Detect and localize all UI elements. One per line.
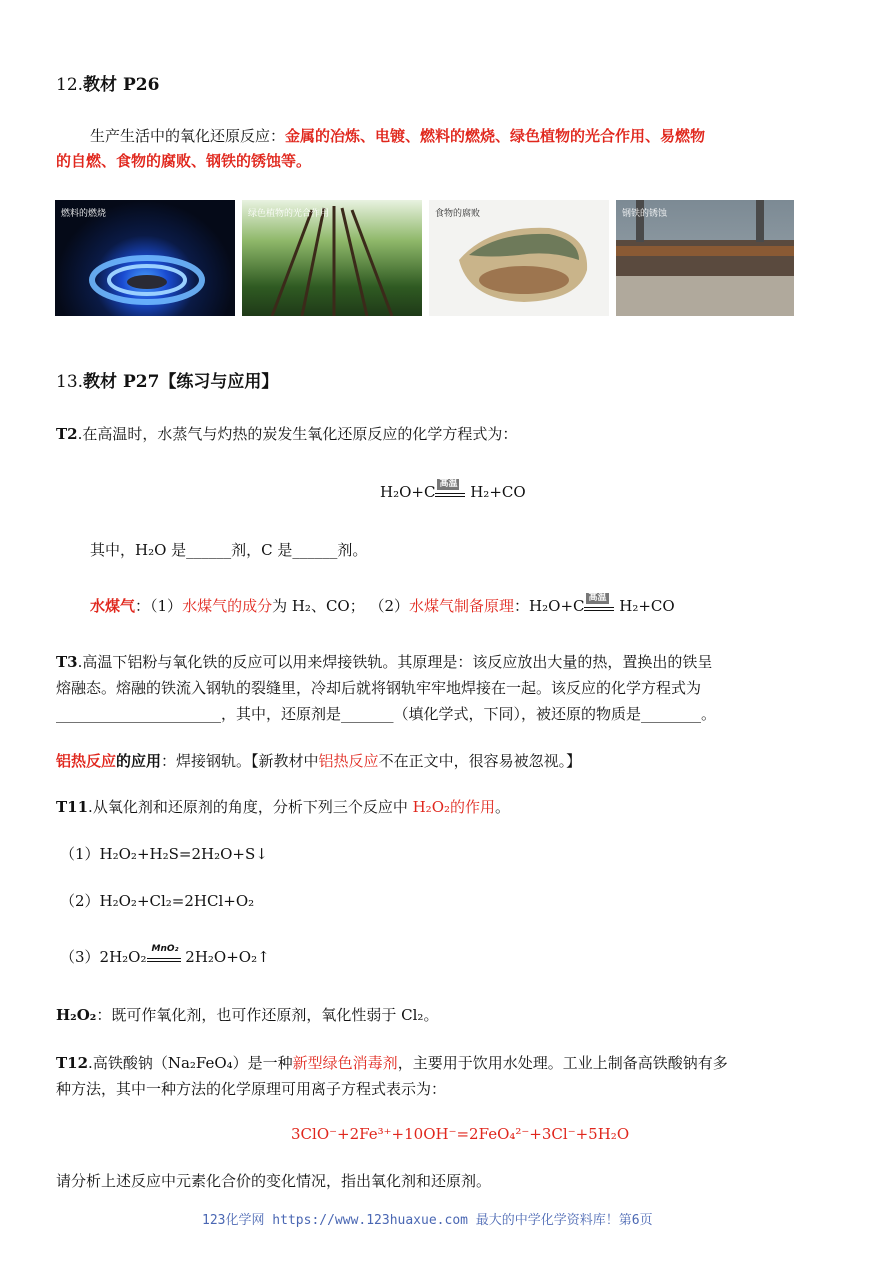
t2-equation — [380, 481, 526, 501]
water-gas-label: 水煤气 — [90, 597, 136, 615]
t3-line1: T3.高温下铝粉与氧化铁的反应可以用来焊接铁轨。其原理是：该反应放出大量的热，置换出的铁呈 — [56, 653, 713, 671]
section-13-heading — [56, 367, 278, 392]
reaction-condition: MnO₂ — [147, 946, 181, 964]
t2-question — [56, 423, 517, 444]
section-number: 12. — [56, 75, 84, 95]
water-gas-preparation: 水煤气制备原理 — [409, 597, 515, 615]
equation-right: H₂+CO — [470, 483, 526, 501]
s12-line1 — [90, 125, 705, 146]
water-gas-line: 水煤气：（1）水煤气的成分为 H₂、CO； （2）水煤气制备原理：H₂O+C 高温 H₂+CO — [90, 593, 675, 615]
question-text: .在高温时，水蒸气与灼热的炭发生氧化还原反应的化学方程式为： — [77, 425, 518, 443]
photo-caption: 钢铁的锈蚀 — [622, 209, 668, 219]
question-label: T2 — [56, 425, 78, 443]
section-number: 13. — [56, 372, 84, 392]
photo-photosynthesis — [242, 200, 422, 316]
photo-combustion — [55, 200, 235, 316]
thermite-application: 铝热反应的应用：焊接钢轨。【新教材中铝热反应不在正文中，很容易被忽视。】 — [56, 752, 582, 770]
section-title: 教材 P26 — [83, 75, 160, 95]
photo-steel-rust — [616, 200, 794, 316]
t2-blank-line: 其中，H₂O 是______剂，C 是______剂。 — [90, 541, 368, 559]
reaction-condition: 高温 — [435, 481, 465, 499]
t12-line1: T12.高铁酸钠（Na₂FeO₄）是一种新型绿色消毒剂，主要用于饮用水处理。工业上制备高铁酸钠有多 — [56, 1054, 728, 1072]
intro-text: 生产生活中的氧化还原反应： — [90, 127, 286, 145]
reaction-1: （1）H₂O₂+H₂S=2H₂O+S↓ — [60, 845, 268, 863]
question-label: T12 — [56, 1054, 89, 1072]
photo-caption: 燃料的燃烧 — [61, 209, 107, 219]
reaction-3: （3）2H₂O₂ MnO₂ 2H₂O+O₂↑ — [60, 944, 270, 966]
equation-left: H₂O+C — [380, 483, 436, 501]
reaction-condition: 高温 — [584, 595, 614, 613]
s12-line2: 的自燃、食物的腐败、钢铁的锈蚀等。 — [56, 152, 312, 170]
h2o2-conclusion: H₂O₂：既可作氧化剂，也可作还原剂，氧化性弱于 Cl₂。 — [56, 1006, 439, 1024]
section-12-heading — [56, 70, 159, 95]
question-label: T11 — [56, 798, 89, 816]
page-footer: 123化学网 https://www.123huaxue.com 最大的中学化学资料库！第6页 — [202, 1213, 653, 1228]
section-title: 教材 P27【练习与应用】 — [83, 372, 279, 392]
examples-text: 金属的冶炼、电镀、燃料的燃烧、绿色植物的光合作用、易燃物 — [285, 127, 706, 145]
photo-caption: 食物的腐败 — [435, 209, 481, 219]
ionic-equation: 3ClO⁻+2Fe³⁺+10OH⁻=2FeO₄²⁻+3Cl⁻+5H₂O — [291, 1125, 630, 1143]
t12-line2: 种方法，其中一种方法的化学原理可用离子方程式表示为： — [56, 1080, 447, 1098]
t11-question: T11.从氧化剂和还原剂的角度，分析下列三个反应中 H₂O₂的作用。 — [56, 798, 511, 816]
water-gas-composition: 水煤气的成分 — [182, 597, 273, 615]
reaction-2: （2）H₂O₂+Cl₂=2HCl+O₂ — [60, 892, 255, 910]
t3-line2: 熔融态。熔融的铁流入钢轨的裂缝里，冷却后就将钢轨牢牢地焊接在一起。该反应的化学方程式为 — [56, 679, 702, 697]
t12-question: 请分析上述反应中元素化合价的变化情况，指出氧化剂和还原剂。 — [56, 1172, 492, 1190]
photo-food-decay — [429, 200, 609, 316]
photo-caption: 绿色植物的光合作用 — [248, 209, 330, 219]
question-label: T3 — [56, 653, 78, 671]
t3-line3: ______________________，其中，还原剂是_______（填化学式，下同），被还原的物质是________。 — [56, 705, 717, 723]
